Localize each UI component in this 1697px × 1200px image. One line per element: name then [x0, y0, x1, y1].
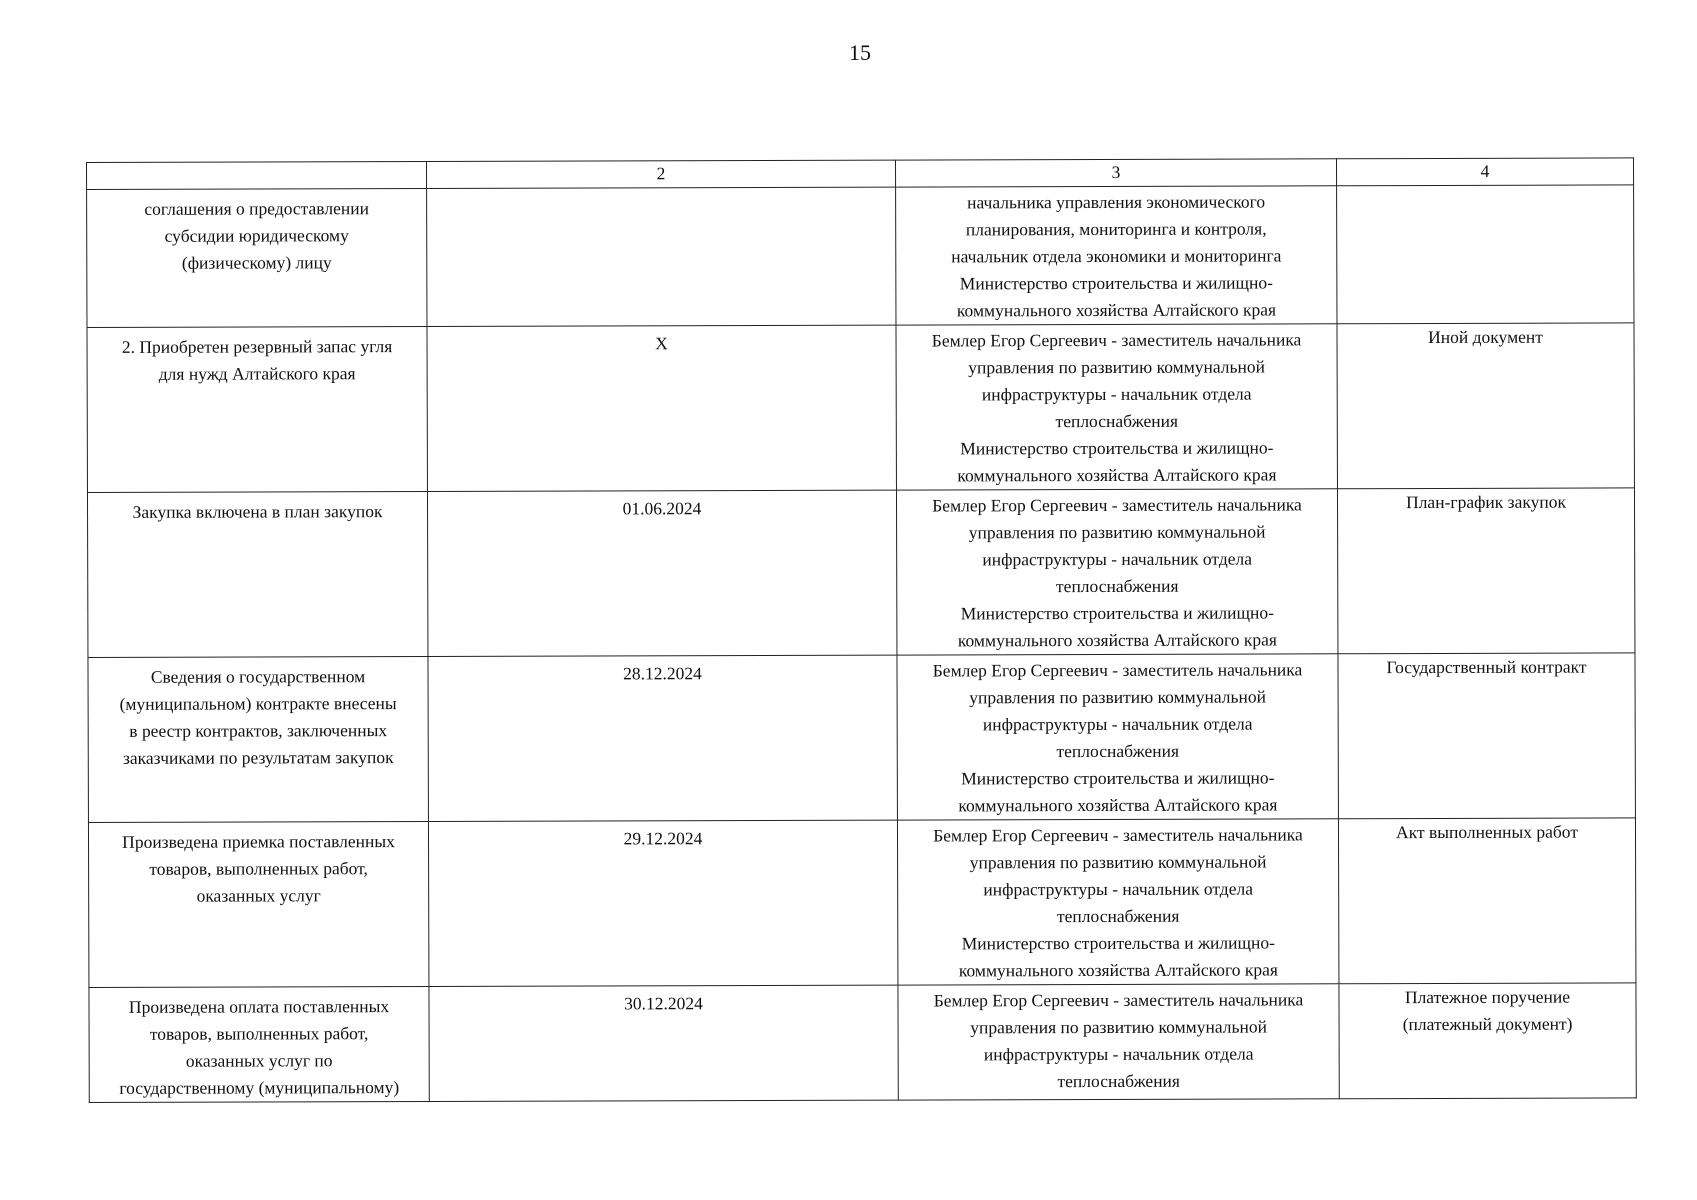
event-text: соглашения о предоставлении субсидии юридическому (физическому) лицу [144, 198, 369, 273]
event-cell [87, 326, 427, 492]
table-row [87, 323, 1634, 493]
header-col-3: 3 [895, 159, 1336, 187]
responsible-text: начальника управления экономического планирования, мониторинга и контроля, начальник отдела экономики и мониторинга Министерство строительства и жилищно- коммунального хозяйства Алтайского края [951, 191, 1282, 321]
responsible-text: Бемлер Егор Сергеевич - заместитель начальника управления по развитию коммунальной инфраструктуры - начальник отдела теплоснабжения Министерство строительства и жилищно- коммунального хозяйства Алтайского края [932, 659, 1303, 816]
responsible-cell [897, 654, 1338, 820]
event-text: Закупка включена в план закупок [132, 501, 383, 522]
responsible-cell [896, 186, 1337, 325]
event-cell [88, 656, 428, 822]
header-col-1 [87, 161, 427, 189]
table-container [86, 157, 1636, 1103]
responsible-cell [898, 984, 1339, 1100]
date-text: X [655, 333, 668, 354]
event-text: 2. Приобретен резервный запас угля для нужд Алтайского края [121, 336, 393, 384]
table-row [88, 653, 1635, 823]
date-text [433, 192, 889, 193]
event-cell [88, 821, 428, 987]
responsible-cell [896, 324, 1337, 490]
document-text: Акт выполненных работ [1396, 821, 1578, 843]
document-cell [1337, 488, 1634, 654]
date-text: 29.12.2024 [623, 828, 703, 849]
responsible-text: Бемлер Егор Сергеевич - заместитель начальника управления по развитию коммунальной инфраструктуры - начальник отдела теплоснабжения Министерство строительства и жилищно- коммунального хозяйства Алтайского края [933, 824, 1303, 981]
event-cell [89, 986, 429, 1102]
responsible-text: Бемлер Егор Сергеевич - заместитель начальника управления по развитию коммунальной инфраструктуры - начальник отдела теплоснабжения Министерство строительства и жилищно- коммунального хозяйства Алтайского края [931, 329, 1302, 486]
document-cell [1337, 323, 1634, 489]
event-cell [87, 491, 427, 657]
responsible-text: Бемлер Егор Сергеевич - заместитель начальника управления по развитию коммунальной инфраструктуры - начальник отдела теплоснабжения Министерство строительства и жилищно- коммунального хозяйства Алтайского края [932, 494, 1302, 651]
table-row [88, 818, 1635, 988]
date-cell [428, 820, 897, 986]
document-cell [1337, 185, 1634, 324]
document-text: Иной документ [1428, 326, 1543, 348]
document-text [1343, 185, 1627, 186]
activity-table [86, 157, 1637, 1103]
date-text: 01.06.2024 [622, 498, 702, 519]
document-text: План-график закупок [1406, 491, 1566, 513]
event-text: Сведения о государственном (муниципальном) контракте внесены в реестр контрактов, заключенных заказчиками по результатам закупок [119, 666, 397, 768]
document-text: Платежное поручение (платежный документ) [1402, 986, 1573, 1035]
date-cell [427, 490, 896, 656]
date-text: 30.12.2024 [624, 993, 703, 1014]
date-cell [427, 325, 896, 491]
date-cell [427, 187, 896, 326]
document-cell [1338, 653, 1635, 819]
responsible-text: Бемлер Егор Сергеевич - заместитель начальника управления по развитию коммунальной инфраструктуры - начальник отдела теплоснабжения [933, 989, 1304, 1092]
date-cell [428, 655, 897, 821]
event-text: Произведена приемка поставленных товаров, выполненных работ, оказанных услуг [122, 831, 395, 906]
event-text: Произведена оплата поставленных товаров, выполненных работ, оказанных услуг по государственному (муниципальному) [119, 996, 400, 1098]
document-cell [1339, 983, 1636, 1099]
table-row [89, 983, 1636, 1103]
document-text: Государственный контракт [1386, 656, 1587, 678]
date-text: 28.12.2024 [623, 663, 702, 684]
date-cell [429, 985, 898, 1101]
event-cell [87, 188, 427, 327]
table-row [87, 488, 1634, 658]
responsible-cell [897, 819, 1338, 985]
header-col-4: 4 [1336, 158, 1633, 186]
responsible-cell [896, 489, 1337, 655]
table-row [87, 185, 1634, 328]
header-col-2: 2 [427, 160, 896, 188]
page-number: 15 [849, 40, 871, 65]
document-cell [1338, 818, 1635, 984]
